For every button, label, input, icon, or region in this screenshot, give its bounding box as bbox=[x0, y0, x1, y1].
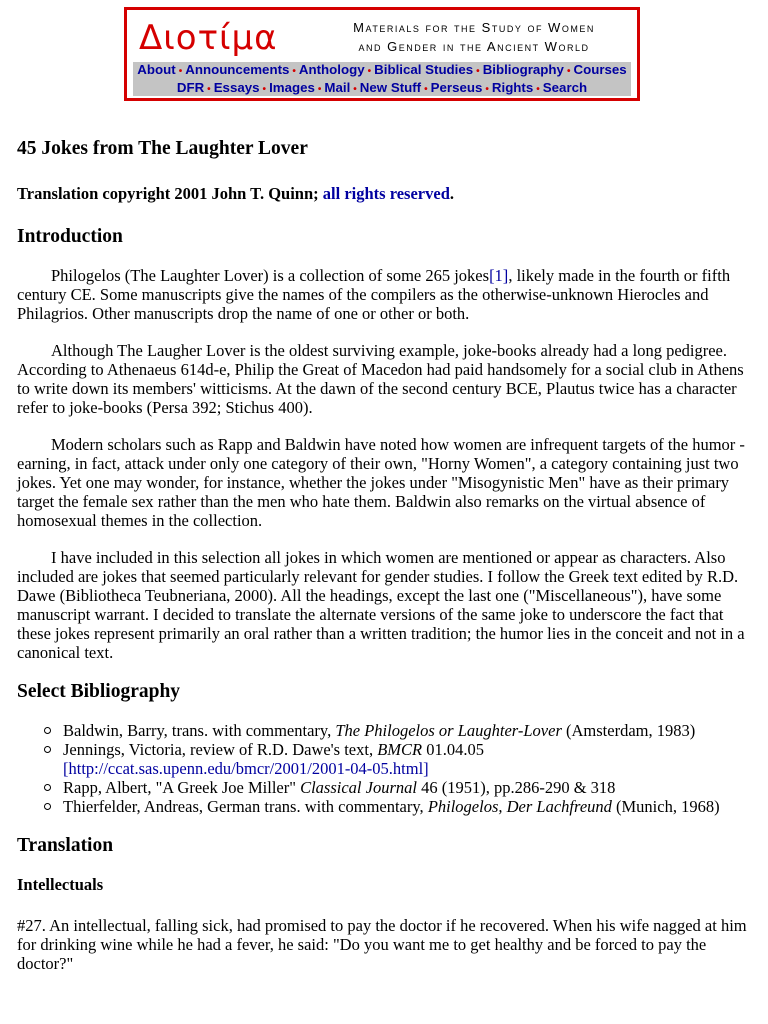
nav-link-perseus[interactable]: Perseus bbox=[430, 80, 483, 95]
site-tagline bbox=[315, 18, 633, 56]
nav-separator: • bbox=[424, 84, 428, 95]
page-title: 45 Jokes from The Laughter Lover bbox=[17, 138, 308, 159]
intro-paragraph-2: Although The Laugher Lover is the oldest surviving example, joke-books already had a long pedigree. According to Athenaeus 614d-e, Philip the Great of Macedon had paid handsomely for a social club in Athens to write down its members' witticisms. At the dawn of the second century BCE, Plautus twice has a character refer to joke-books (Persa 392; Stichus 400). bbox=[17, 341, 744, 417]
intro-p1-text-b: , likely made in the fourth or fifth century CE. Some manuscripts give the names of the compilers as the otherwise-unknown Hierocles and Philagrios. Other manuscripts drop the name of one or other or both. bbox=[17, 266, 731, 323]
nav-link-search[interactable]: Search bbox=[542, 80, 588, 95]
bibliography-item bbox=[63, 797, 757, 816]
copyright-text: Translation copyright 2001 John T. Quinn; bbox=[17, 184, 323, 203]
nav-link-dfr[interactable]: DFR bbox=[176, 80, 205, 95]
site-navbar bbox=[133, 62, 631, 96]
bibliography-item bbox=[63, 721, 757, 740]
intro-paragraph-1 bbox=[17, 266, 757, 323]
nav-separator: • bbox=[566, 66, 571, 77]
nav-separator: • bbox=[178, 66, 183, 77]
category-heading-intellectuals: Intellectuals bbox=[17, 875, 104, 894]
nav-row-1 bbox=[133, 62, 631, 80]
nav-separator: • bbox=[317, 84, 322, 95]
nav-separator: • bbox=[367, 66, 372, 77]
bib-title: BMCR bbox=[377, 740, 423, 759]
bib-text: (Amsterdam, 1983) bbox=[561, 721, 696, 740]
bibliography-item bbox=[63, 778, 757, 797]
nav-link-rights[interactable]: Rights bbox=[491, 80, 534, 95]
bib-title: Classical Journal bbox=[300, 778, 417, 797]
nav-link-images[interactable]: Images bbox=[269, 80, 315, 95]
nav-link-bibliography[interactable]: Bibliography bbox=[482, 62, 564, 77]
site-banner bbox=[124, 7, 640, 101]
nav-link-about[interactable]: About bbox=[137, 62, 176, 77]
bib-title: The Philogelos or Laughter-Lover bbox=[335, 721, 562, 740]
nav-separator: • bbox=[292, 66, 296, 77]
bib-text: 46 (1951), pp.286-290 & 318 bbox=[416, 778, 616, 797]
nav-link-biblical-studies[interactable]: Biblical Studies bbox=[374, 62, 474, 77]
nav-link-mail[interactable]: Mail bbox=[324, 80, 351, 95]
nav-link-essays[interactable]: Essays bbox=[213, 80, 260, 95]
bib-title: Philogelos, Der Lachfreund bbox=[427, 797, 612, 816]
nav-link-new-stuff[interactable]: New Stuff bbox=[359, 80, 422, 95]
bibliography-item bbox=[63, 740, 757, 778]
tagline-line-2: and Gender in the Ancient World bbox=[358, 39, 590, 54]
introduction-heading: Introduction bbox=[17, 226, 123, 247]
intro-p1-text-a: Philogelos (The Laughter Lover) is a collection of some 265 jokes bbox=[51, 266, 490, 285]
nav-separator: • bbox=[262, 84, 267, 95]
bibliography-list bbox=[17, 721, 757, 816]
bmcr-review-link[interactable]: [http://ccat.sas.upenn.edu/bmcr/2001/2001-04-05.html] bbox=[63, 759, 429, 778]
rights-link[interactable]: all rights reserved bbox=[322, 184, 450, 203]
site-logo[interactable]: Διοτίμα bbox=[139, 18, 278, 58]
copyright-notice bbox=[17, 184, 757, 203]
nav-separator: • bbox=[536, 84, 540, 95]
bib-text: Jennings, Victoria, review of R.D. Dawe's text, bbox=[63, 740, 378, 759]
bib-text: 01.04.05 bbox=[422, 740, 484, 759]
nav-row-2 bbox=[133, 80, 631, 98]
nav-separator: • bbox=[207, 84, 211, 95]
bibliography-heading: Select Bibliography bbox=[17, 681, 181, 702]
copyright-period: . bbox=[449, 184, 454, 203]
bib-text: Rapp, Albert, "A Greek Joe Miller" bbox=[63, 778, 301, 797]
intro-paragraph-4: I have included in this selection all jokes in which women are mentioned or appear as characters. Also included are jokes that seemed particularly relevant for gender studies. I follow the Greek text edited by R.D. Dawe (Bibliotheca Teubneriana, 2000). All the headings, except the last one ("Miscellaneous"), have some manuscript warrant. I decided to translate the alternate versions of the same joke to underscore the fact that these jokes represent primarily an oral rather than a written tradition; the humor lies in the conceit and not in a canonical text. bbox=[17, 548, 745, 662]
translation-heading: Translation bbox=[17, 835, 114, 856]
nav-link-anthology[interactable]: Anthology bbox=[298, 62, 365, 77]
tagline-line-1: Materials for the Study of Women bbox=[353, 20, 595, 35]
bib-text: Baldwin, Barry, trans. with commentary, bbox=[63, 721, 336, 740]
page-content bbox=[17, 137, 757, 991]
nav-separator: • bbox=[485, 84, 489, 95]
joke-27: #27. An intellectual, falling sick, had promised to pay the doctor if he recovered. When his wife nagged at him for drinking wine while he had a fever, he said: "Do you want me to get healthy and be forced to pay the doctor?" bbox=[17, 916, 747, 973]
intro-paragraph-3: Modern scholars such as Rapp and Baldwin have noted how women are infrequent targets of the humor - earning, in fact, attack under only one category of their own, "Horny Women", a category containing just two jokes. Yet one may wonder, for instance, whether the jokes under "Misogynistic Men" have as their primary target the female sex rather than the men who hate them. Baldwin also remarks on the virtual absence of homosexual themes in the collection. bbox=[17, 435, 745, 530]
footnote-link-1[interactable]: [1] bbox=[489, 266, 509, 285]
bib-text: (Munich, 1968) bbox=[611, 797, 720, 816]
bib-text: Thierfelder, Andreas, German trans. with commentary, bbox=[63, 797, 428, 816]
nav-link-courses[interactable]: Courses bbox=[573, 62, 627, 77]
nav-separator: • bbox=[476, 66, 480, 77]
nav-separator: • bbox=[353, 84, 357, 95]
nav-link-announcements[interactable]: Announcements bbox=[185, 62, 290, 77]
